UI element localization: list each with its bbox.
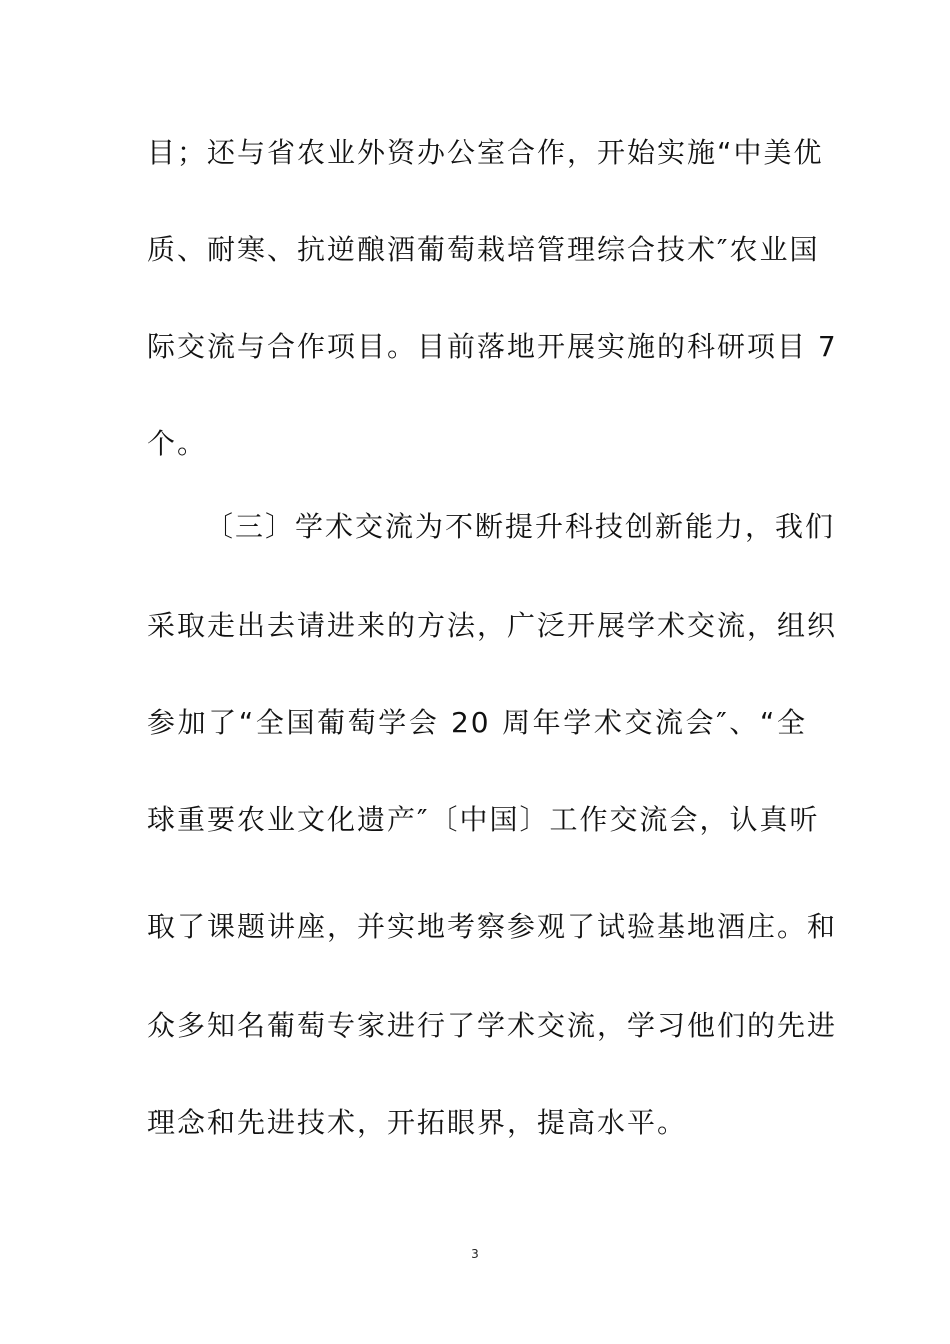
body-line-1: 目；还与省农业外资办公室合作，开始实施“中美优	[147, 136, 824, 169]
body-line-6: 采取走出去请进来的方法，广泛开展学术交流，组织	[147, 609, 838, 642]
body-line-2: 质、耐寒、抗逆酿酒葡萄栽培管理综合技术″农业国	[147, 233, 820, 266]
body-line-8: 球重要农业文化遗产″〔中国〕工作交流会，认真听	[147, 803, 820, 836]
body-line-9: 取了课题讲座，并实地考察参观了试验基地酒庄。和	[147, 910, 838, 943]
body-line-3: 际交流与合作项目。目前落地开展实施的科研项目 7	[147, 330, 838, 363]
body-line-11: 理念和先进技术，开拓眼界，提高水平。	[147, 1106, 688, 1139]
page-number: 3	[471, 1247, 479, 1261]
body-line-4: 个。	[147, 427, 208, 460]
body-line-10: 众多知名葡萄专家进行了学术交流，学习他们的先进	[147, 1009, 838, 1042]
body-line-7: 参加了“全国葡萄学会 20 周年学术交流会″、“全	[147, 706, 807, 739]
body-line-5: 〔三〕学术交流为不断提升科技创新能力，我们	[205, 510, 836, 543]
